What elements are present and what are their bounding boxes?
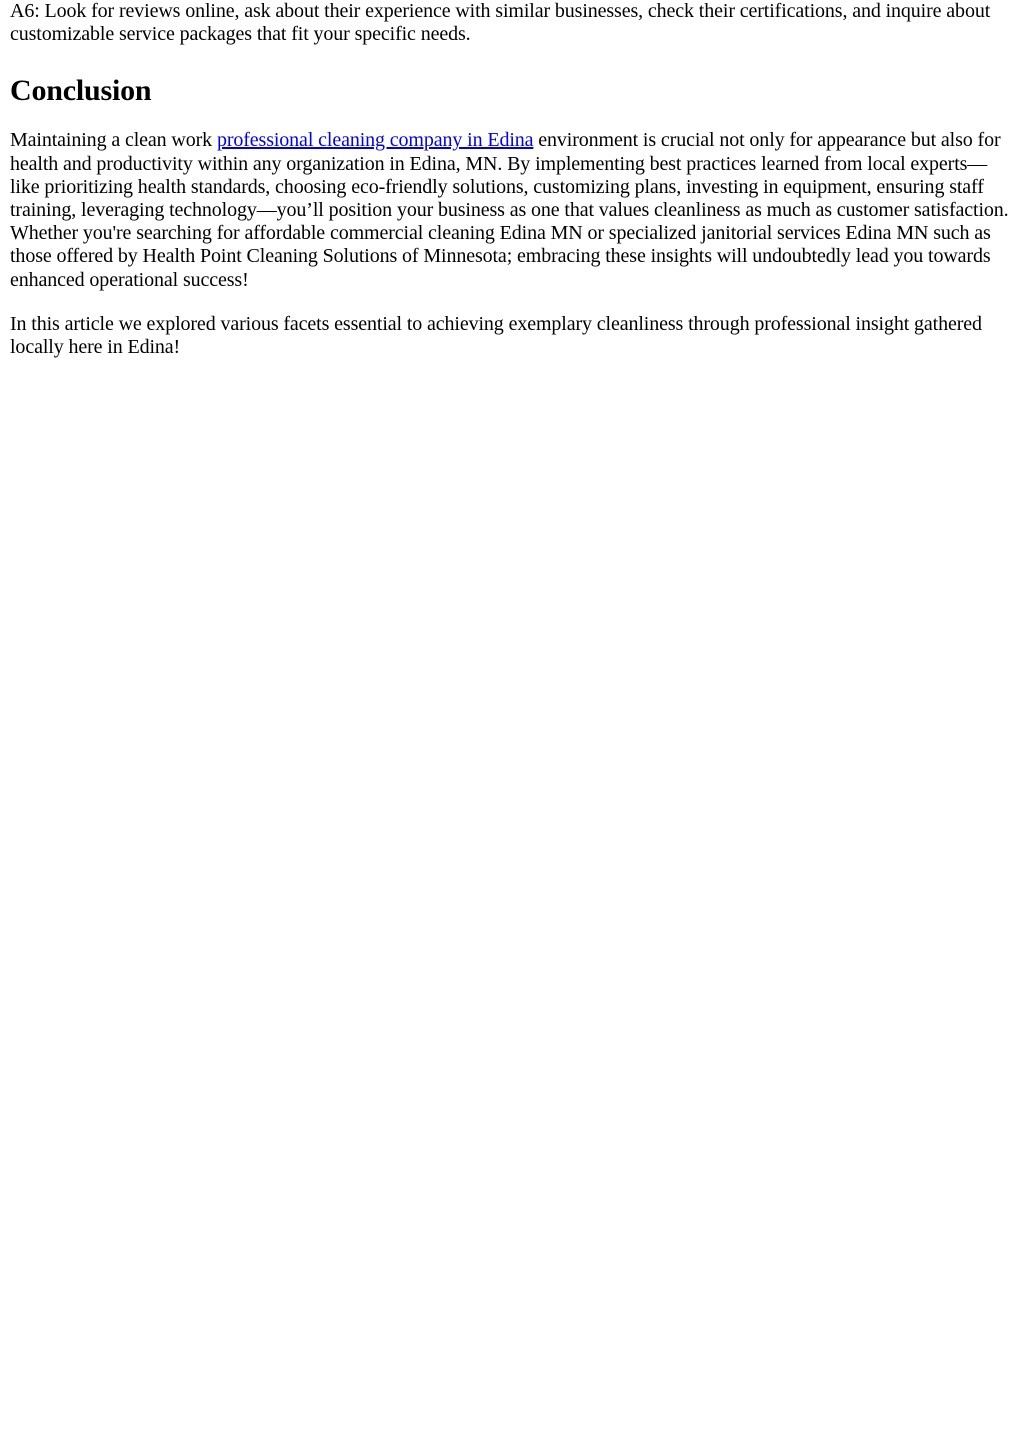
- article-body: [0, 0, 1024, 359]
- professional-cleaning-link[interactable]: professional cleaning company in Edina: [216, 129, 534, 152]
- conclusion-paragraph: [10, 129, 1014, 291]
- conclusion-text-after-link: environment is crucial not only for appearance but also for health and productivity within any organization in Edina, MN. By implementing best practices learned from local experts—like prioritizing health standards, choosing eco-friendly solutions, customizing plans, investing in equipment, ensuring staff training, leveraging technology—you’ll position your business as one that values cleanliness as much as customer satisfaction. Whether you're searching for affordable commercial cleaning Edina MN or specialized janitorial services Edina MN such as those offered by Health Point Cleaning Solutions of Minnesota; embracing these insights will undoubtedly lead you towards enhanced operational success!: [10, 129, 1009, 291]
- conclusion-text-before-link: Maintaining a clean work: [10, 129, 217, 152]
- faq-answer-a6: A6: Look for reviews online, ask about their experience with similar businesses, check their certifications, and inquire about customizable service packages that fit your specific needs.: [10, 0, 991, 46]
- conclusion-heading: Conclusion: [10, 74, 152, 108]
- closing-paragraph: In this article we explored various facets essential to achieving exemplary cleanliness through professional insight gathered locally here in Edina!: [10, 312, 982, 359]
